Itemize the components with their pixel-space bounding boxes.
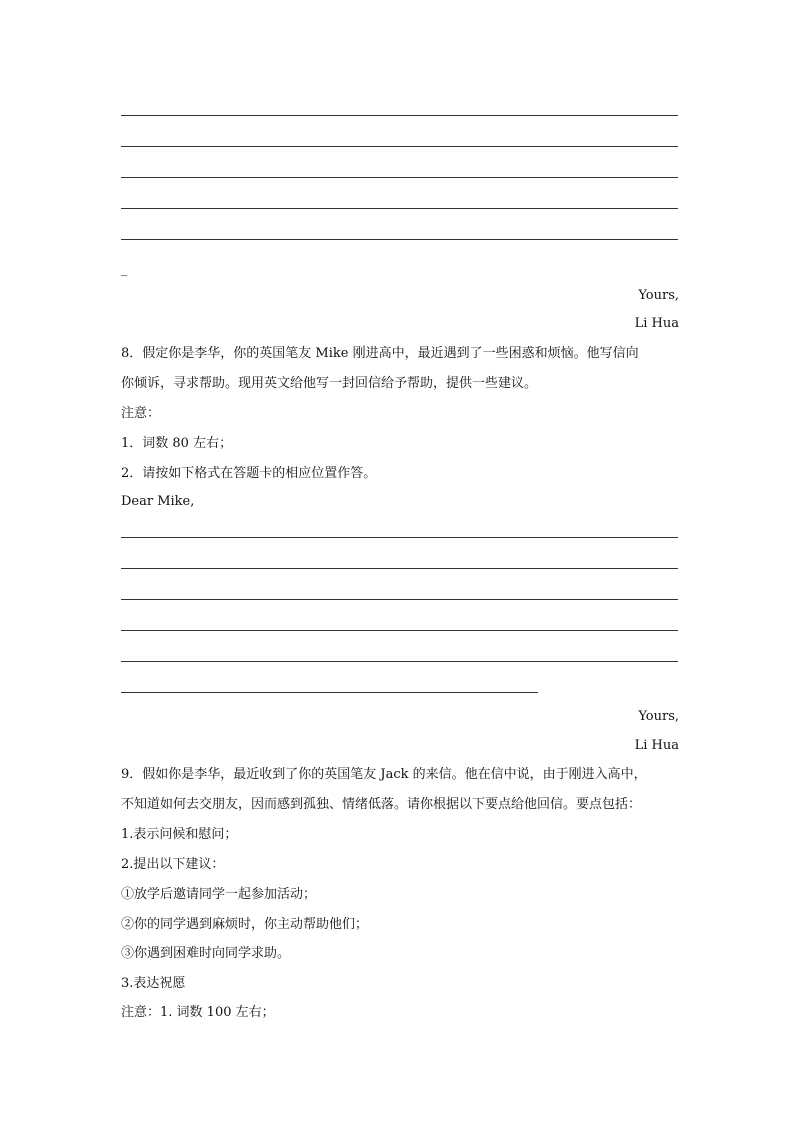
letter-signature: Li Hua: [634, 738, 679, 753]
answer-line: [121, 568, 678, 569]
q9-note: 注意：1. 词数 100 左右；: [121, 1005, 275, 1020]
q9-point-3: 3.表达祝愿: [121, 976, 186, 991]
answer-line: [121, 146, 678, 147]
answer-line: [121, 661, 678, 662]
q9-prompt-line1: 9．假如你是李华，最近收到了你的英国笔友 Jack 的来信。他在信中说，由于刚进入高中，: [121, 767, 647, 782]
q8-note-2: 2．请按如下格式在答题卡的相应位置作答。: [121, 466, 377, 481]
q9-suggestion-3: ③你遇到困难时向同学求助。: [121, 946, 291, 961]
q9-point-2: 2.提出以下建议：: [121, 857, 225, 872]
q9-suggestion-2: ②你的同学遇到麻烦时，你主动帮助他们；: [121, 917, 369, 932]
letter-closing: Yours,: [638, 709, 679, 724]
q9-suggestion-1: ①放学后邀请同学一起参加活动；: [121, 887, 317, 902]
answer-line: [121, 599, 678, 600]
answer-line: [121, 537, 678, 538]
q8-note-heading: 注意：: [121, 406, 161, 421]
letter-signature: Li Hua: [634, 316, 679, 331]
letter-closing: Yours,: [638, 288, 679, 303]
q9-point-1: 1.表示问候和慰问；: [121, 827, 238, 842]
answer-line: [121, 208, 678, 209]
trailing-dash: _: [121, 262, 128, 277]
q8-note-1: 1．词数 80 左右；: [121, 436, 233, 451]
q9-prompt-line2: 不知道如何去交朋友，因而感到孤独、情绪低落。请你根据以下要点给他回信。要点包括：: [121, 797, 642, 812]
q8-prompt-line1: 8．假定你是李华，你的英国笔友 Mike 刚进高中，最近遇到了一些困惑和烦恼。他写信向: [121, 346, 639, 361]
answer-line: [121, 239, 678, 240]
answer-line: [121, 630, 678, 631]
q8-salutation: Dear Mike,: [121, 494, 195, 509]
answer-line: [121, 115, 678, 116]
answer-line: [121, 177, 678, 178]
q8-prompt-line2: 你倾诉，寻求帮助。现用英文给他写一封回信给予帮助，提供一些建议。: [121, 376, 538, 391]
answer-line-short: [121, 692, 538, 693]
